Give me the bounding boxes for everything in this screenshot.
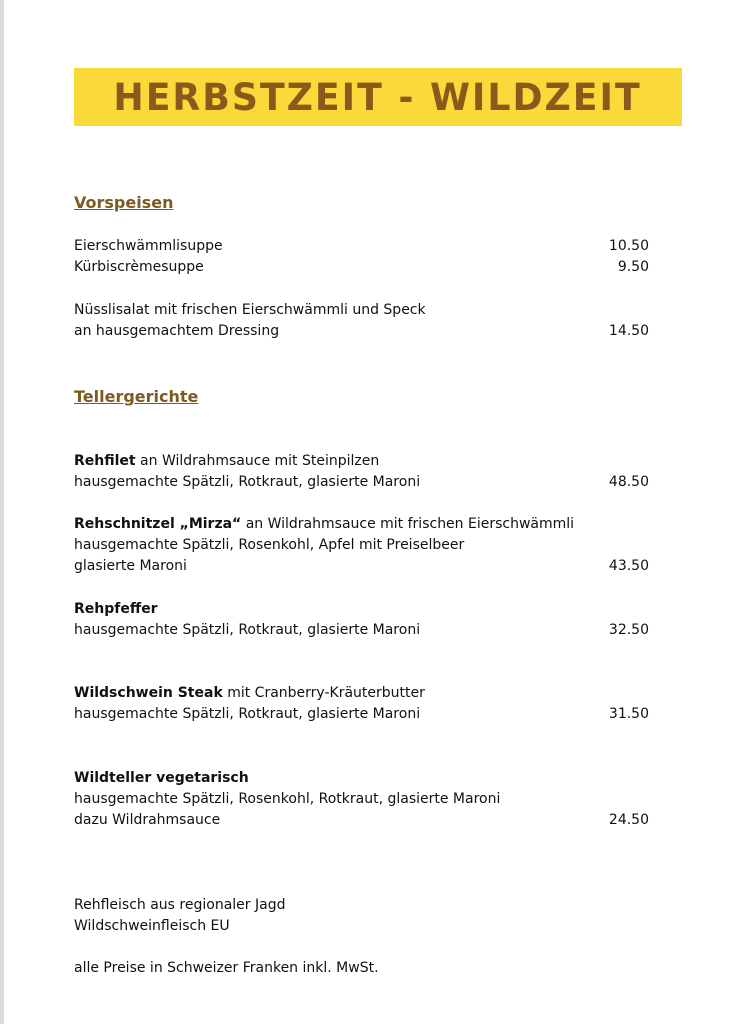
main-item-title <box>74 768 249 789</box>
main-item-title <box>74 683 425 704</box>
main-item-price: 24.50 <box>608 812 649 828</box>
starter-item-line: an hausgemachtem Dressing <box>74 323 280 339</box>
main-item-desc: an Wildrahmsauce mit frischen Eierschwämmli <box>241 516 575 532</box>
main-item-desc: an Wildrahmsauce mit Steinpilzen <box>135 453 380 469</box>
main-item-desc: mit Cranberry-Kräuterbutter <box>222 685 425 701</box>
main-item-sides: hausgemachte Spätzli, Rotkraut, glasierte Maroni <box>74 622 421 638</box>
starter-item-price: 10.50 <box>608 238 649 254</box>
origin-note: Rehfleisch aus regionaler Jagd <box>74 897 286 913</box>
main-item-title <box>74 514 574 535</box>
main-item-name: Rehfilet <box>74 453 136 469</box>
starter-item-line: Nüsslisalat mit frischen Eierschwämmli und Speck <box>74 302 426 318</box>
main-item-name: Rehpfeffer <box>74 601 158 617</box>
main-item-name: Wildteller vegetarisch <box>74 770 249 786</box>
main-item-sides: hausgemachte Spätzli, Rosenkohl, Rotkraut, glasierte Maroni <box>74 791 501 807</box>
main-item-sides: hausgemachte Spätzli, Rotkraut, glasierte Maroni <box>74 706 421 722</box>
main-item-name: Rehschnitzel „Mirza“ <box>74 516 242 532</box>
origin-note: Wildschweinfleisch EU <box>74 918 230 934</box>
main-item-sides: hausgemachte Spätzli, Rotkraut, glasierte Maroni <box>74 474 421 490</box>
main-item-sides: hausgemachte Spätzli, Rosenkohl, Apfel mit Preiselbeer <box>74 537 465 553</box>
main-item-sides: glasierte Maroni <box>74 558 187 574</box>
currency-note: alle Preise in Schweizer Franken inkl. MwSt. <box>74 960 379 976</box>
page-title: HERBSTZEIT - WILDZEIT <box>113 75 643 119</box>
starter-item-price: 14.50 <box>608 323 649 339</box>
section-heading-starters: Vorspeisen <box>74 193 174 212</box>
main-item-price: 43.50 <box>608 558 649 574</box>
starter-item-name: Kürbiscrèmesuppe <box>74 259 204 275</box>
title-banner <box>74 68 682 126</box>
main-item-sides: dazu Wildrahmsauce <box>74 812 221 828</box>
section-heading-mains: Tellergerichte <box>74 387 199 406</box>
main-item-price: 31.50 <box>608 706 649 722</box>
starter-item-price: 9.50 <box>617 259 649 275</box>
starter-item-name: Eierschwämmlisuppe <box>74 238 223 254</box>
main-item-title <box>74 451 379 472</box>
main-item-name: Wildschwein Steak <box>74 685 223 701</box>
main-item-price: 32.50 <box>608 622 649 638</box>
main-item-title <box>74 599 158 620</box>
main-item-price: 48.50 <box>608 474 649 490</box>
page-edge <box>0 0 4 1024</box>
